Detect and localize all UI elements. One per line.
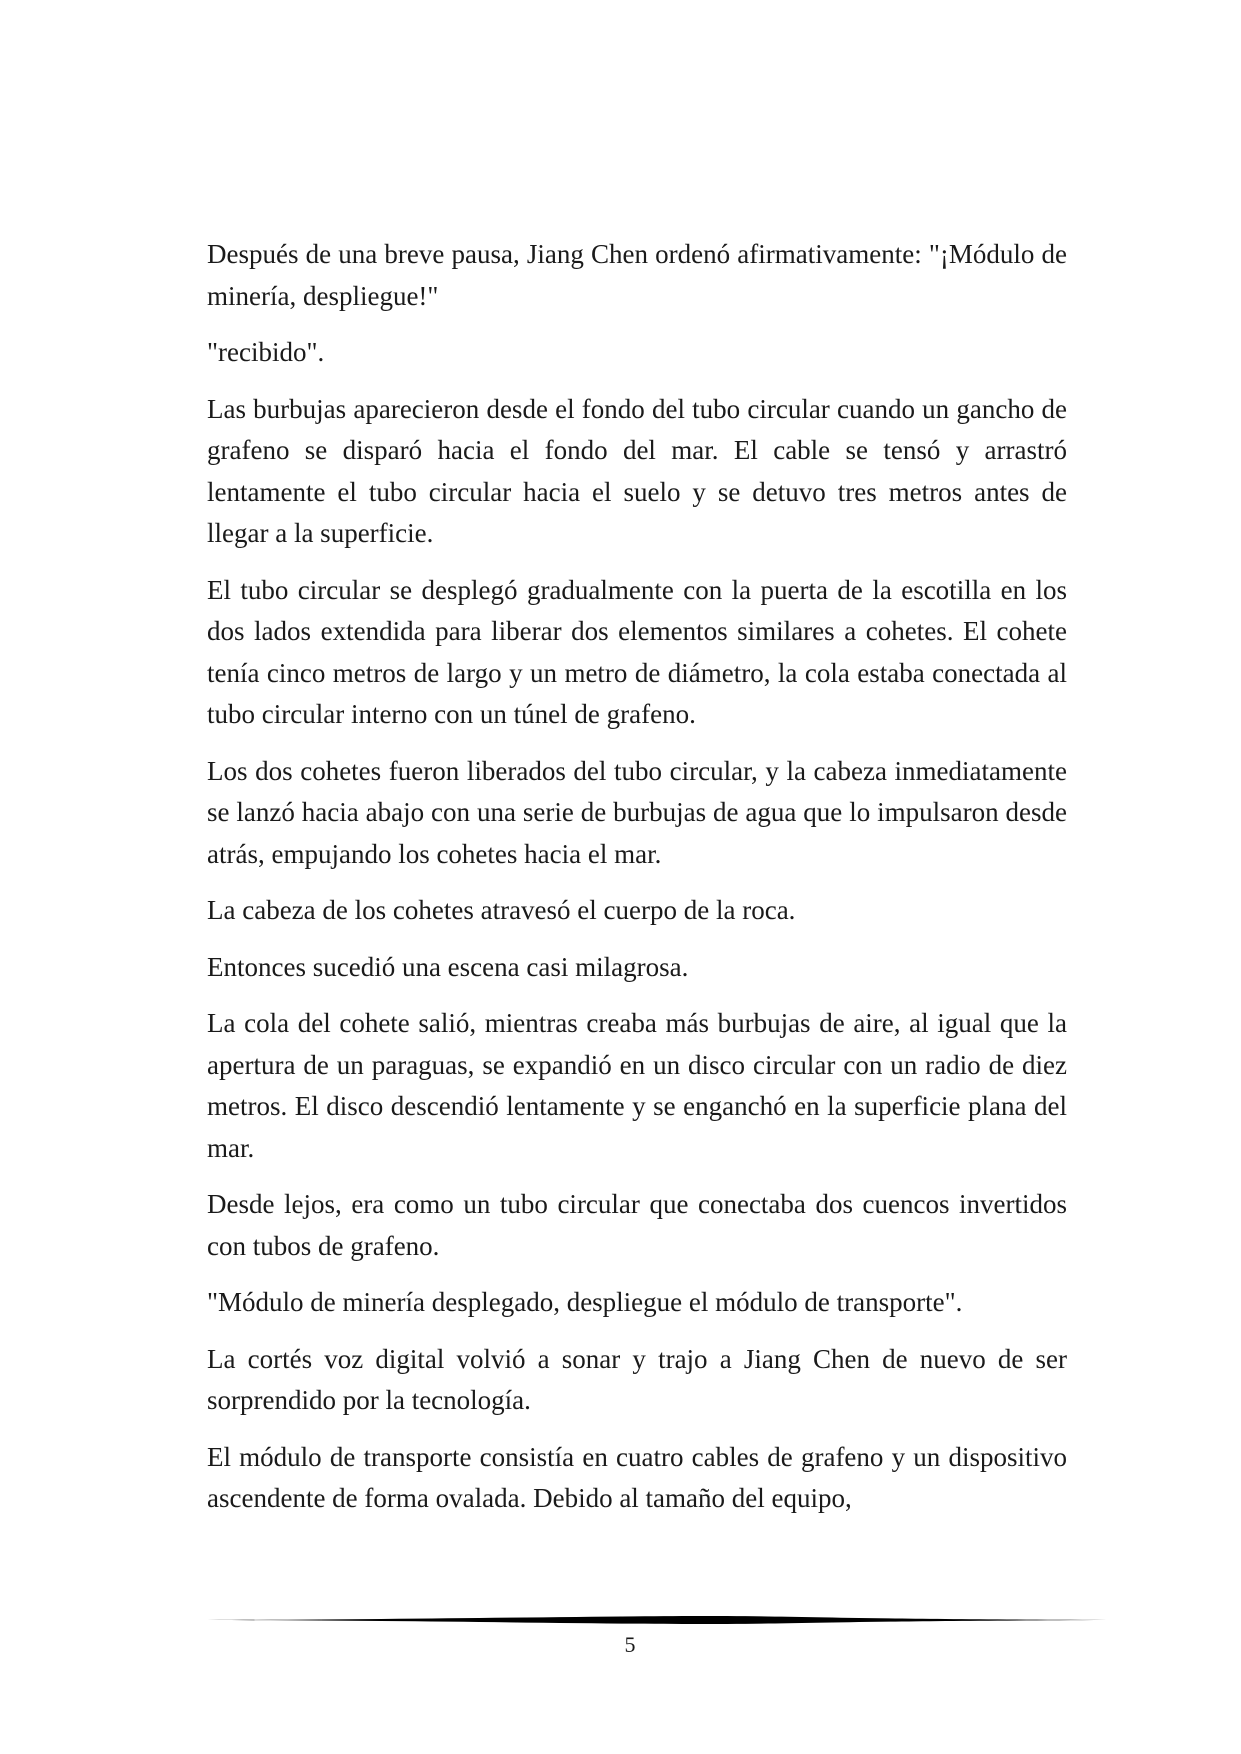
paragraph: La cortés voz digital volvió a sonar y trajo a Jiang Chen de nuevo de ser sorprendido por la tecnología. bbox=[207, 1343, 1067, 1415]
paragraph: El módulo de transporte consistía en cuatro cables de grafeno y un dispositivo ascendente de forma ovalada. Debido al tamaño del equipo, bbox=[207, 1441, 1067, 1513]
paragraph: Las burbujas aparecieron desde el fondo del tubo circular cuando un gancho de grafeno se disparó hacia el fondo del mar. El cable se tensó y arrastró lentamente el tubo circular hacia el suelo y se detuvo tres metros antes de llegar a la superficie. bbox=[207, 393, 1067, 548]
paragraph: La cola del cohete salió, mientras creaba más burbujas de aire, al igual que la apertura de un paraguas, se expandió en un disco circular con un radio de diez metros. El disco descendió lentamente y se enganchó en la superficie plana del mar. bbox=[207, 1008, 1067, 1163]
paragraph: "Módulo de minería desplegado, despliegue el módulo de transporte". bbox=[207, 1287, 963, 1317]
paragraph: La cabeza de los cohetes atravesó el cuerpo de la roca. bbox=[207, 895, 796, 925]
paragraph: El tubo circular se desplegó gradualmente con la puerta de la escotilla en los dos lados extendida para liberar dos elementos similares a cohetes. El cohete tenía cinco metros de largo y un metro de diámetro, la cola estaba conectada al tubo circular interno con un túnel de grafeno. bbox=[207, 574, 1067, 729]
body-text bbox=[207, 234, 1067, 1535]
page-number: 5 bbox=[624, 1632, 636, 1657]
paragraph: Después de una breve pausa, Jiang Chen ordenó afirmativamente: "¡Módulo de minería, despliegue!" bbox=[207, 239, 1067, 311]
paragraph: Desde lejos, era como un tubo circular que conectaba dos cuencos invertidos con tubos de grafeno. bbox=[207, 1189, 1067, 1261]
paragraph: "recibido". bbox=[207, 337, 325, 367]
paragraph: Los dos cohetes fueron liberados del tubo circular, y la cabeza inmediatamente se lanzó hacia abajo con una serie de burbujas de agua que lo impulsaron desde atrás, empujando los cohetes hacia el mar. bbox=[207, 755, 1067, 869]
paragraph: Entonces sucedió una escena casi milagrosa. bbox=[207, 951, 689, 982]
footer-divider bbox=[207, 1614, 1107, 1626]
footer-divider-stroke bbox=[207, 1616, 1107, 1624]
